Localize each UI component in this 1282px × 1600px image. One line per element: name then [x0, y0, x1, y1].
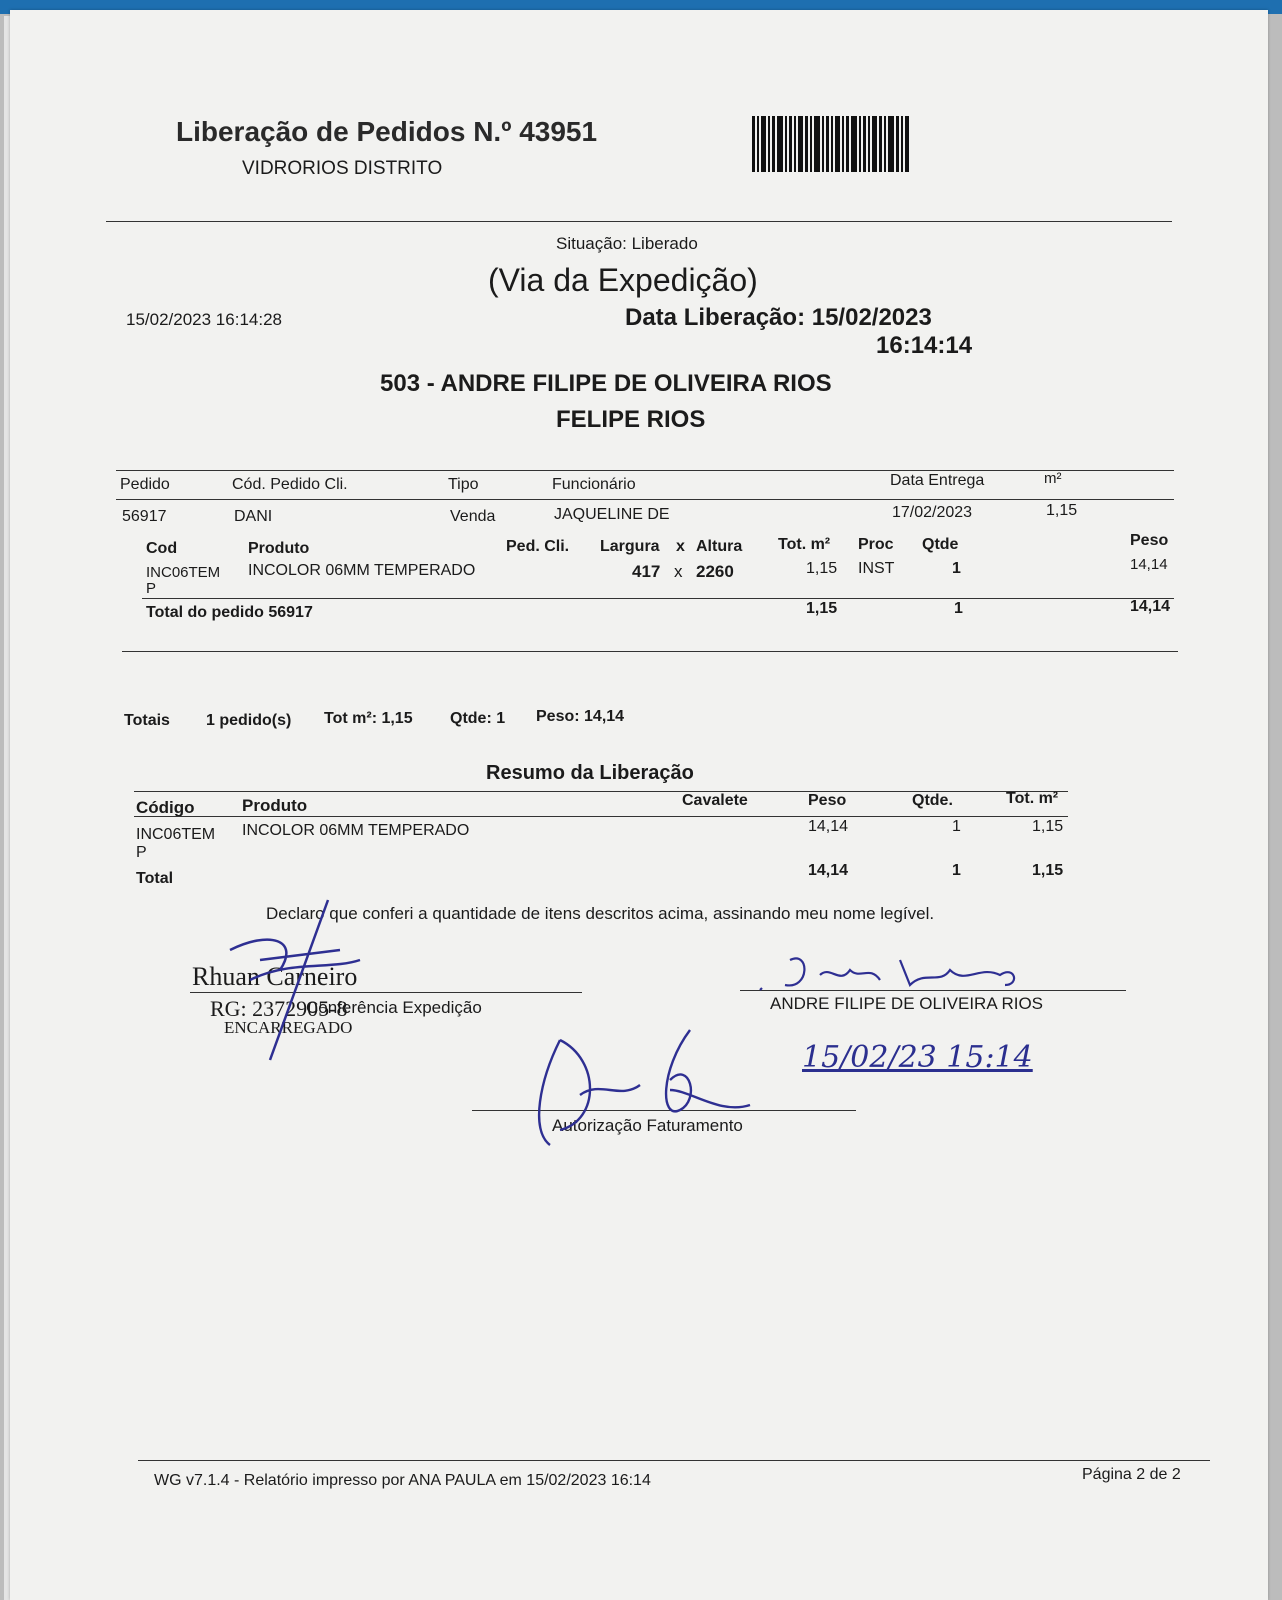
order-total-qtde: 1	[954, 600, 963, 617]
totals-qtde: Qtde: 1	[450, 710, 506, 727]
summary-tot-m2: 1,15	[1032, 818, 1064, 835]
col-funcionario: Funcionário	[552, 476, 636, 493]
item-cod-line1: INC06TEM	[146, 564, 221, 581]
company-name: VIDRORIOS DISTRITO	[242, 158, 443, 179]
footer-page-number: Página 2 de 2	[1082, 1466, 1181, 1483]
item-qtde: 1	[952, 560, 961, 577]
order-total-m2: 1,15	[806, 600, 838, 617]
conference-label: Conferência Expedição	[306, 998, 482, 1017]
col-data-entrega: Data Entrega	[890, 472, 985, 489]
summary-total-peso: 14,14	[808, 862, 849, 879]
item-col-largura: Largura	[600, 538, 660, 555]
totals-peso: Peso: 14,14	[536, 708, 625, 725]
item-col-tot-m2: Tot. m²	[778, 536, 831, 553]
col-pedido: Pedido	[120, 476, 170, 493]
status-text: Situação: Liberado	[556, 234, 698, 253]
totals-label: Totais	[124, 712, 170, 729]
declaration-text: Declaro que conferi a quantidade de itens descritos acima, assinando meu nome legível.	[266, 904, 935, 923]
item-tot-m2: 1,15	[806, 560, 838, 577]
item-col-ped-cli: Ped. Cli.	[506, 538, 570, 555]
summary-total-label: Total	[136, 870, 174, 887]
item-col-produto: Produto	[248, 540, 310, 557]
col-cod-pedido-cli: Cód. Pedido Cli.	[232, 476, 348, 493]
stamp-rg: RG: 2372905-8	[210, 996, 348, 1021]
order-funcionario: JAQUELINE DE	[554, 506, 670, 523]
item-col-qtde: Qtde	[922, 536, 959, 553]
item-altura: 2260	[696, 562, 734, 581]
item-largura: 417	[632, 562, 661, 581]
summary-total-tot-m2: 1,15	[1032, 862, 1064, 879]
order-table-top-rule	[116, 470, 1174, 471]
handwritten-date: 15/02/23 15:14	[802, 1040, 1033, 1075]
summary-header-rule	[134, 816, 1068, 817]
col-m2: m²	[1044, 470, 1062, 487]
summary-total-qtde: 1	[952, 862, 961, 879]
order-pedido: 56917	[122, 508, 167, 525]
customer-alias: FELIPE RIOS	[556, 406, 706, 433]
order-data-entrega: 17/02/2023	[892, 504, 973, 521]
item-col-proc: Proc	[858, 536, 894, 553]
item-col-peso: Peso	[1130, 532, 1169, 549]
summary-codigo-line1: INC06TEM	[136, 826, 216, 843]
header-divider	[106, 221, 1172, 222]
summary-qtde: 1	[952, 818, 961, 835]
order-m2: 1,15	[1046, 502, 1078, 519]
order-total-label: Total do pedido 56917	[146, 604, 313, 621]
item-col-altura: Altura	[696, 538, 743, 555]
conference-signature	[210, 890, 390, 1070]
totals-m2: Tot m²: 1,15	[324, 710, 413, 727]
item-peso: 14,14	[1130, 556, 1168, 573]
summary-produto: INCOLOR 06MM TEMPERADO	[242, 822, 470, 839]
stamp-name: Rhuan Carneiro	[192, 962, 358, 991]
printed-at: 15/02/2023 16:14:28	[126, 310, 282, 329]
document-title: Liberação de Pedidos N.º 43951	[176, 116, 598, 147]
document-page	[10, 10, 1268, 1600]
footer-rule	[138, 1460, 1210, 1461]
item-proc: INST	[858, 560, 895, 577]
order-cod-cli: DANI	[234, 508, 273, 525]
summary-col-peso: Peso	[808, 792, 847, 809]
summary-col-codigo: Código	[136, 798, 195, 817]
release-time: 16:14:14	[876, 332, 973, 359]
barcode	[752, 116, 942, 172]
summary-codigo-line2: P	[136, 844, 147, 861]
summary-title: Resumo da Liberação	[486, 762, 694, 784]
release-date: Data Liberação: 15/02/2023	[625, 304, 932, 331]
client-name: ANDRE FILIPE DE OLIVEIRA RIOS	[770, 994, 1044, 1013]
summary-col-produto: Produto	[242, 796, 308, 815]
summary-col-qtde: Qtde.	[912, 792, 953, 809]
summary-col-cavalete: Cavalete	[682, 792, 748, 809]
footer-printed-by: WG v7.1.4 - Relatório impresso por ANA PAULA em 15/02/2023 16:14	[154, 1472, 651, 1489]
summary-col-tot-m2: Tot. m²	[1006, 790, 1059, 807]
col-tipo: Tipo	[448, 476, 479, 493]
item-cod-line2: P	[146, 580, 157, 597]
item-total-rule	[142, 598, 1174, 599]
items-bottom-rule	[122, 651, 1178, 652]
billing-signature	[520, 1020, 770, 1160]
summary-peso: 14,14	[808, 818, 849, 835]
copy-label: (Via da Expedição)	[488, 262, 758, 298]
stamp-role: ENCARREGADO	[224, 1018, 353, 1037]
item-col-cod: Cod	[146, 540, 178, 557]
customer-name: 503 - ANDRE FILIPE DE OLIVEIRA RIOS	[380, 370, 832, 397]
order-tipo: Venda	[450, 508, 496, 525]
order-total-peso: 14,14	[1130, 598, 1171, 615]
order-table-header-rule	[116, 499, 1174, 500]
item-x: x	[674, 562, 683, 581]
billing-label: Autorização Faturamento	[552, 1116, 743, 1135]
item-col-x: x	[676, 538, 685, 555]
totals-pedidos: 1 pedido(s)	[206, 712, 292, 729]
item-produto: INCOLOR 06MM TEMPERADO	[248, 562, 476, 579]
client-signature	[750, 940, 1030, 1000]
